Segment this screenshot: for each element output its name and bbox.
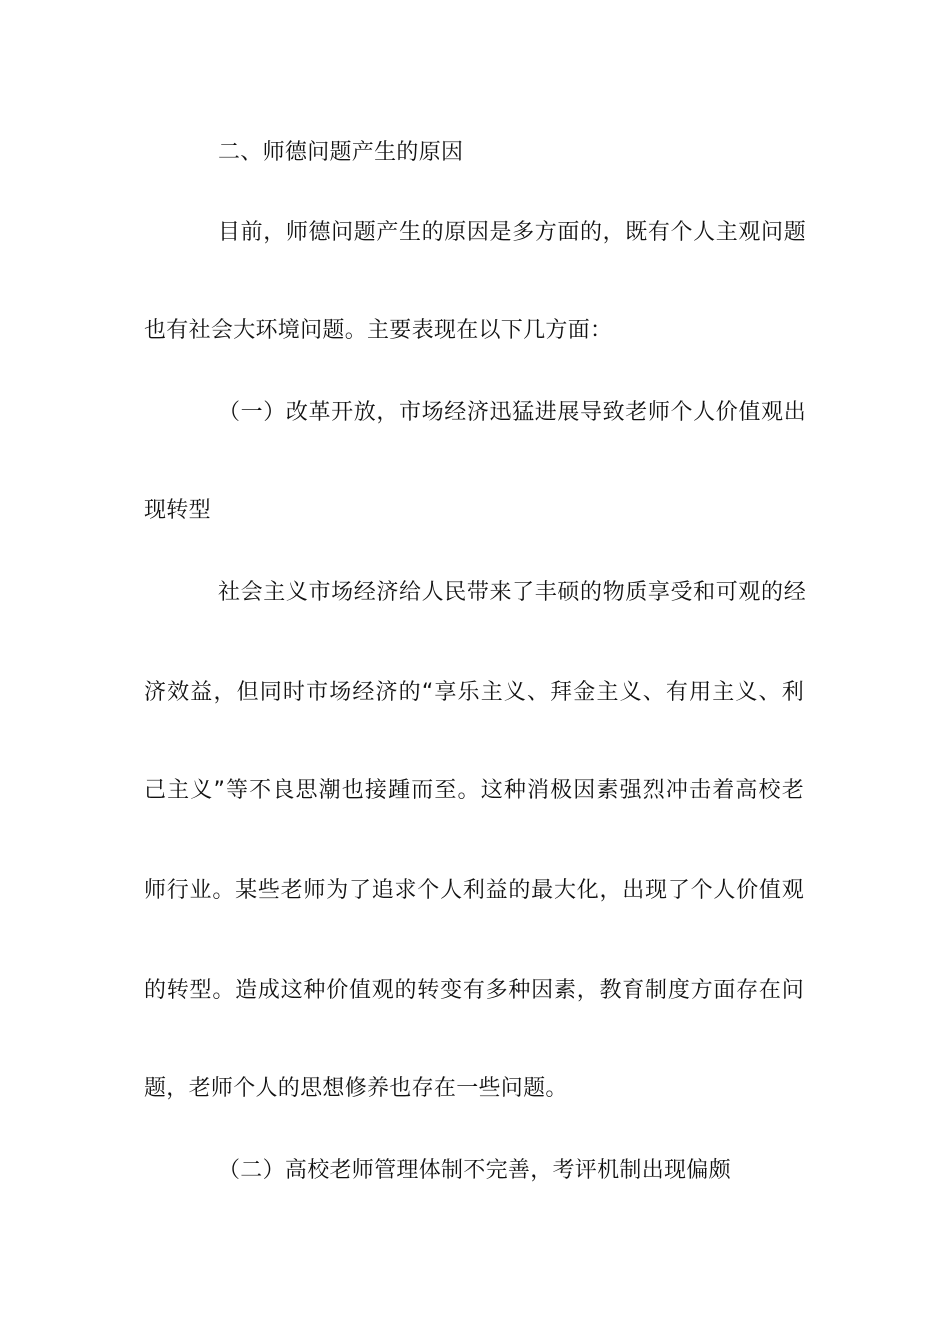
section-heading: 二、师德问题产生的原因: [218, 140, 464, 165]
subsection-heading: （一）改革开放，市场经济迅猛进展导致老师个人价值观出: [218, 400, 806, 425]
paragraph-line: 目前，师德问题产生的原因是多方面的，既有个人主观问题: [218, 220, 806, 245]
paragraph-line: 济效益，但同时市场经济的“享乐主义、拜金主义、有用主义、利: [144, 680, 804, 705]
paragraph-line: 的转型。造成这种价值观的转变有多种因素，教育制度方面存在问: [144, 978, 804, 1003]
paragraph-line: 社会主义市场经济给人民带来了丰硕的物质享受和可观的经: [218, 580, 806, 605]
paragraph-line: 师行业。某些老师为了追求个人利益的最大化，出现了个人价值观: [144, 878, 804, 903]
paragraph-line: 也有社会大环境问题。主要表现在以下几方面：: [144, 318, 613, 343]
subsection-heading-continued: 现转型: [144, 498, 211, 523]
subsection-heading: （二）高校老师管理体制不完善，考评机制出现偏颇: [218, 1158, 731, 1183]
paragraph-line: 己主义”等不良思潮也接踵而至。这种消极因素强烈冲击着高校老: [144, 778, 804, 803]
paragraph-line: 题，老师个人的思想修养也存在一些问题。: [144, 1076, 568, 1101]
